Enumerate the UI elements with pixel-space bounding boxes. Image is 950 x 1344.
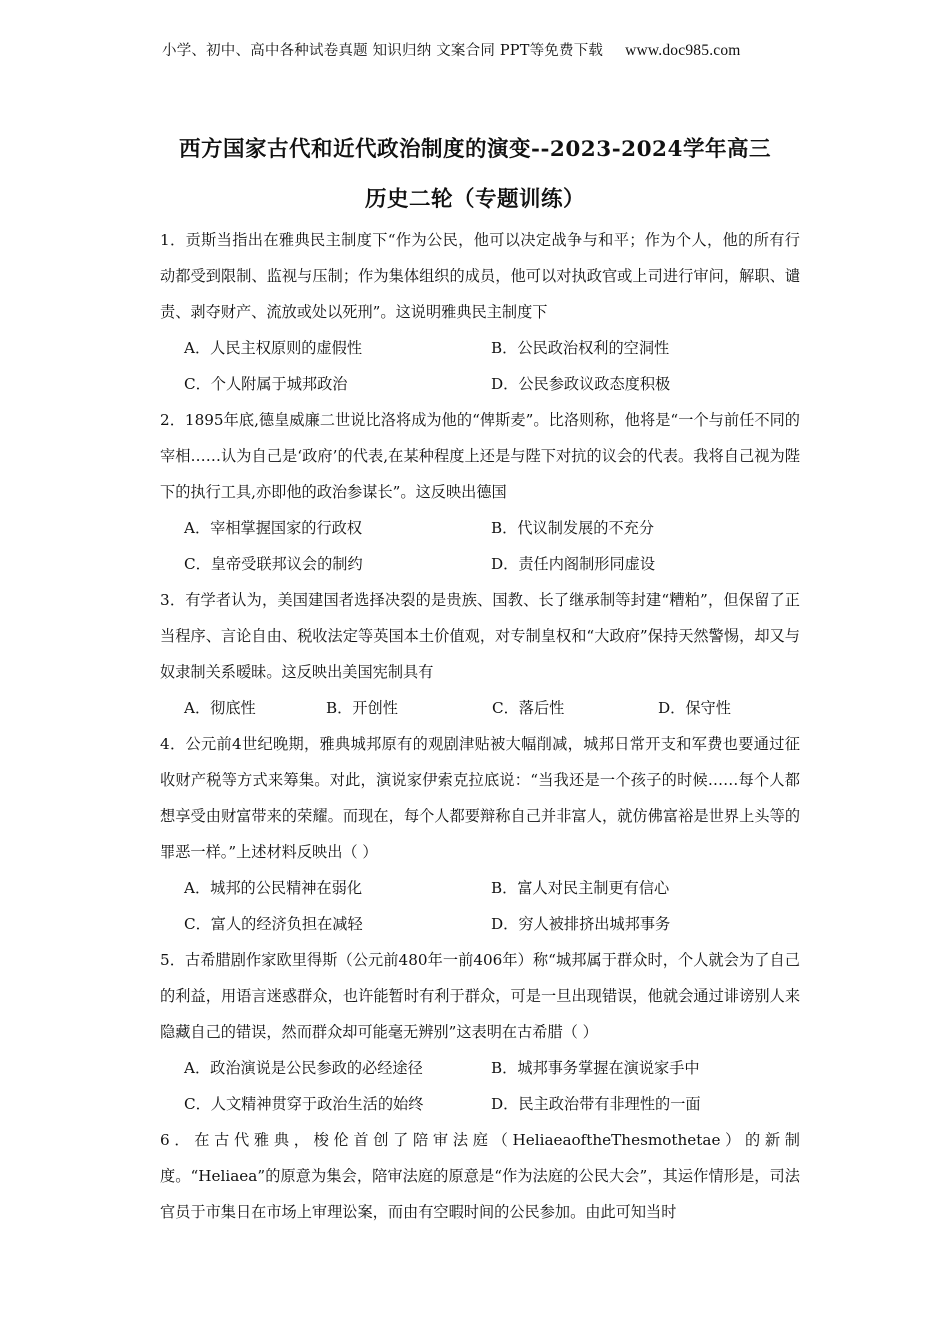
option-grid [160, 870, 800, 942]
question-2 [160, 402, 800, 582]
question-stem: 4．公元前4世纪晚期，雅典城邦原有的观剧津贴被大幅削减，城邦日常开支和军费也要通过征收财产税等方式来筹集。对此，演说家伊索克拉底说：“当我还是一个孩子的时候……每个人都想享受由财富带来的荣耀。而现在，每个人都要辩称自己并非富人，就仿佛富裕是世界上头等的罪恶一样。”上述材料反映出（ ） [160, 735, 800, 861]
option-b: B．代议制发展的不充分 [491, 519, 655, 537]
option-grid [160, 1050, 800, 1122]
option-d: D．公民参政议政态度积极 [491, 375, 671, 393]
option-row [160, 690, 800, 726]
question-stem: 1．贡斯当指出在雅典民主制度下“作为公民，他可以决定战争与和平；作为个人，他的所有行动都受到限制、监视与压制；作为集体组织的成员，他可以对执政官或上司进行审问，解职、谴责、剥夺财产、流放或处以死刑”。这说明雅典民主制度下 [160, 231, 800, 321]
option-c: C．落后性 [492, 699, 565, 717]
option-b: B．公民政治权利的空洞性 [491, 339, 670, 357]
option-b: B．城邦事务掌握在演说家手中 [491, 1059, 700, 1077]
header-site: www.doc985.com [625, 42, 741, 59]
option-c: C．皇帝受联邦议会的制约 [184, 555, 363, 573]
question-stem: 6．在古代雅典，梭伦首创了陪审法庭（HeliaeaoftheThesmothetae）的新制度。“Heliaea”的原意为集会，陪审法庭的原意是“作为法庭的公民大会”，其运作情形是，司法官员于市集日在市场上审理讼案，而由有空暇时间的公民参加。由此可知当时 [160, 1131, 800, 1221]
option-d: D．保守性 [658, 699, 731, 717]
option-grid [160, 510, 800, 582]
question-3 [160, 582, 800, 726]
option-b: B．富人对民主制更有信心 [491, 879, 670, 897]
question-stem: 3．有学者认为，美国建国者选择决裂的是贵族、国教、长了继承制等封建“糟粕”，但保留了正当程序、言论自由、税收法定等英国本土价值观，对专制皇权和“大政府”保持天然警惕，却又与奴隶制关系暧昧。这反映出美国宪制具有 [160, 591, 800, 681]
option-d: D．责任内阁制形同虚设 [491, 555, 656, 573]
option-d: D．穷人被排挤出城邦事务 [491, 915, 671, 933]
option-a: A．人民主权原则的虚假性 [184, 339, 363, 357]
header-text: 小学、初中、高中各种试卷真题 知识归纳 文案合同 PPT等免费下载 [162, 43, 604, 59]
document-title-line-2: 历史二轮（专题训练） [364, 187, 585, 212]
option-grid [160, 330, 800, 402]
option-c: C．个人附属于城邦政治 [184, 375, 348, 393]
document-title-line-1: 西方国家古代和近代政治制度的演变--2023-2024学年高三 [179, 137, 771, 162]
question-6 [160, 1122, 800, 1230]
question-stem: 5．古希腊剧作家欧里得斯（公元前480年一前406年）称“城邦属于群众时，个人就会为了自己的利益，用语言迷惑群众，也许能暂时有利于群众，可是一旦出现错误，他就会通过诽谤别人来隐藏自己的错误，然而群众却可能毫无辨别”这表明在古希腊（ ） [160, 951, 800, 1041]
option-c: C．富人的经济负担在减轻 [184, 915, 363, 933]
question-stem: 2．1895年底,德皇威廉二世说比洛将成为他的“俾斯麦”。比洛则称，他将是“一个与前任不同的宰相……认为自己是‘政府’的代表,在某种程度上还是与陛下对抗的议会的代表。我将自己视为陛下的执行工具,亦即他的政治参谋长”。这反映出德国 [160, 411, 800, 501]
option-a: A．政治演说是公民参政的必经途径 [184, 1059, 423, 1077]
question-5 [160, 942, 800, 1122]
question-4 [160, 726, 800, 942]
option-a: A．宰相掌握国家的行政权 [184, 519, 363, 537]
option-a: A．城邦的公民精神在弱化 [184, 879, 363, 897]
question-list [160, 222, 800, 1230]
option-d: D．民主政治带有非理性的一面 [491, 1095, 701, 1113]
option-b: B．开创性 [326, 699, 398, 717]
option-c: C．人文精神贯穿于政治生活的始终 [184, 1095, 424, 1113]
option-a: A．彻底性 [184, 699, 256, 717]
page-header [162, 39, 741, 60]
question-1 [160, 222, 800, 402]
